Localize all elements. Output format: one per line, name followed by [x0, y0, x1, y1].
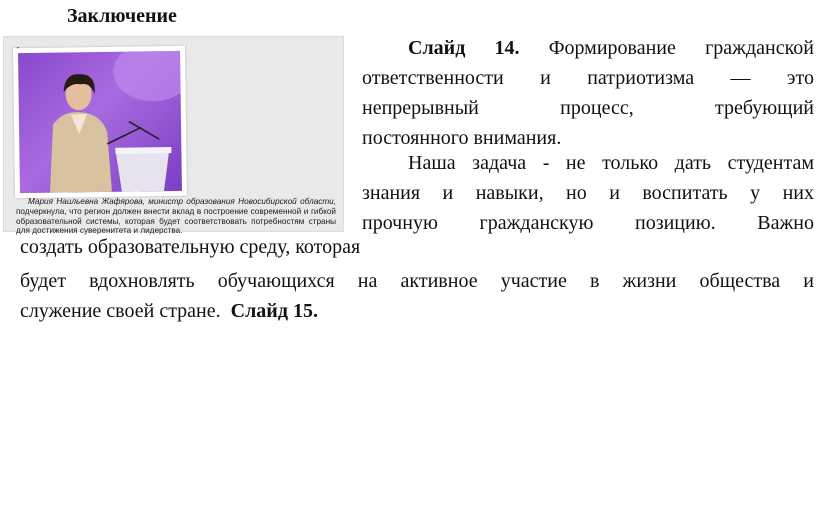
- text-line: непрерывный процесс, требующий: [362, 97, 814, 119]
- text-line: прочную гражданскую позицию. Важно: [362, 212, 814, 234]
- slide-15-label: Слайд 15.: [230, 300, 318, 322]
- paragraph-1-first-line: [408, 33, 814, 63]
- caption-person: Мария Наильевна Жафярова, министр образования Новосибирской области,: [28, 197, 336, 206]
- p1-first-text: Формирование гражданской: [548, 37, 815, 59]
- speaker-illustration: [18, 51, 182, 193]
- paragraph-3: [20, 266, 814, 326]
- paragraph-2-body: [362, 178, 814, 238]
- slide-thumbnail: [3, 36, 344, 236]
- caption-text: подчеркнула, что регион должен внести вклад в построение современной и гибкой образовательной системы, которая будет соответствовать потребностям страны для достижения суверенитета и лидерства.: [16, 206, 336, 236]
- text-line: Наша задача - не только дать студентам: [408, 152, 814, 174]
- text-line: ответственности и патриотизма — это: [362, 67, 814, 89]
- text-line: создать образовательную среду, которая: [20, 236, 361, 258]
- paragraph-2-tail: [20, 232, 814, 262]
- paragraph-2-first-line: [408, 148, 814, 178]
- speaker-photo: [18, 51, 182, 193]
- photo-frame: [13, 46, 187, 198]
- text-line: постоянного внимания.: [362, 127, 562, 149]
- p3-last-text: служение своей стране.: [20, 300, 221, 322]
- text-line: будет вдохновлять обучающихся на активное участие в жизни общества и: [20, 270, 814, 292]
- section-heading: Заключение: [67, 5, 177, 27]
- text-line: знания и навыки, но и воспитать у них: [362, 182, 814, 204]
- slide-caption: [16, 197, 336, 236]
- paragraph-1-body: [362, 63, 814, 153]
- slide-14-label: Слайд 14.: [408, 37, 520, 59]
